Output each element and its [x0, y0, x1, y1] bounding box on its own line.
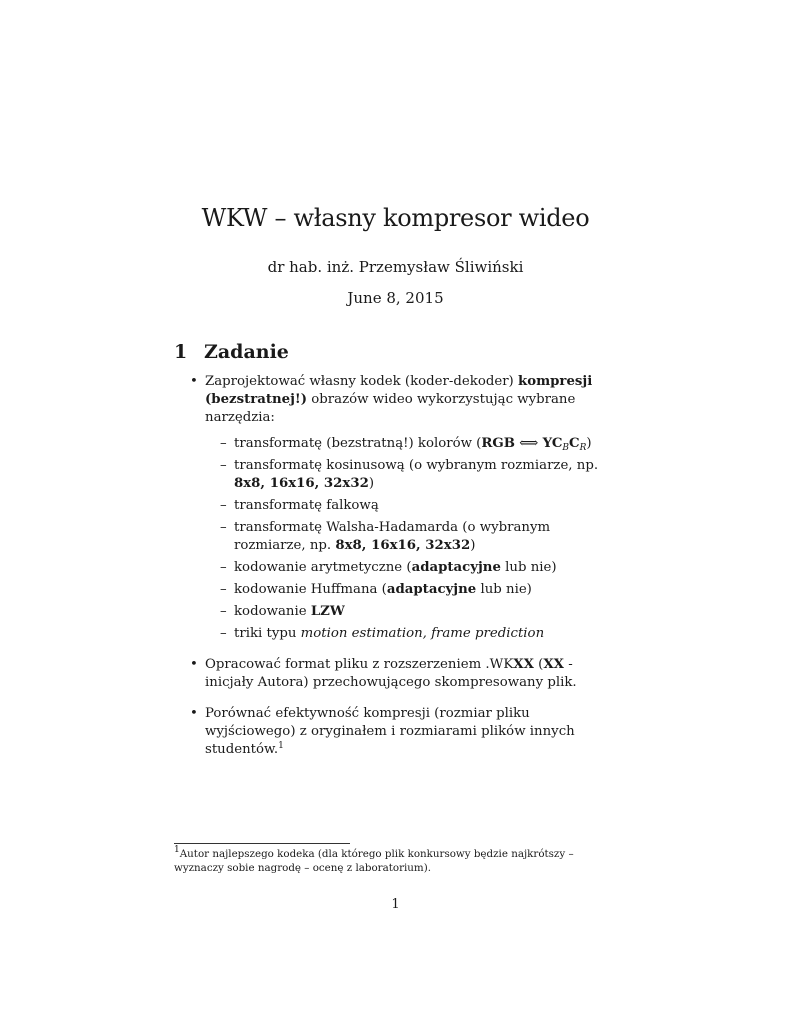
subitem-text: lub nie) — [500, 560, 557, 575]
dash-marker: – — [220, 520, 227, 535]
document-author: dr hab. inż. Przemysław Śliwiński — [267, 258, 524, 276]
subitem-bold-text: 8x8, 16x16, 32x32 — [234, 476, 369, 491]
subitem-bold-text: adaptacyjne — [386, 582, 477, 597]
sublist-item — [205, 457, 618, 493]
subscript: B — [562, 443, 570, 453]
subitem-text: transformatę kosinusową (o wybranym rozmiarze, np. — [234, 458, 599, 473]
item-text: Opracować format pliku z rozszerzeniem .WK — [205, 657, 514, 672]
footnote-reference[interactable]: 1 — [278, 741, 284, 751]
subitem-text: ) — [368, 476, 375, 491]
section-title: Zadanie — [204, 341, 289, 363]
dash-marker: – — [220, 498, 227, 513]
footnote — [174, 847, 618, 875]
dash-marker: – — [220, 582, 227, 597]
subitem-text: kodowanie — [234, 604, 311, 619]
subitem-bold-text: adaptacyjne — [411, 560, 501, 575]
subitem-bold-text: LZW — [310, 604, 345, 619]
dash-marker: – — [220, 626, 227, 641]
subitem-text: transformatę (bezstratną!) kolorów ( — [234, 436, 482, 451]
sublist-item — [205, 581, 618, 599]
item-text: Porównać efektywność kompresji (rozmiar pliku wyjściowego) z oryginałem i rozmiarami plików innych studentów. — [205, 706, 575, 757]
subitem-text: triki typu — [234, 626, 301, 641]
dash-marker: – — [220, 458, 227, 473]
section-number: 1 — [174, 341, 188, 363]
item-text: obrazów wideo wykorzystując wybrane narzędzia: — [205, 392, 576, 425]
sublist-item — [205, 497, 618, 515]
document-date: June 8, 2015 — [347, 289, 444, 307]
item-text: ( — [533, 657, 544, 672]
subitem-bold-text: 8x8, 16x16, 32x32 — [335, 538, 471, 553]
sublist-item — [205, 603, 618, 621]
page-number: 1 — [391, 897, 400, 912]
section-heading — [174, 341, 289, 363]
sublist-item — [205, 625, 618, 643]
list-item — [174, 656, 618, 692]
subitem-text: transformatę Walsha-Hadamarda (o wybranym rozmiarze, np. — [234, 520, 551, 553]
item-bold-text: XX — [543, 657, 564, 672]
subitem-italic-text: motion estimation, frame prediction — [300, 626, 545, 641]
dash-marker: – — [220, 560, 227, 575]
subscript: R — [579, 443, 587, 453]
subitem-text: ⟺ — [515, 436, 543, 451]
subitem-text: transformatę falkową — [234, 498, 379, 513]
sublist-item — [205, 519, 618, 555]
footnote-mark: 1 — [174, 845, 180, 855]
subitem-text: kodowanie Huffmana ( — [234, 582, 387, 597]
list-item — [174, 705, 618, 759]
item-text: Zaprojektować własny kodek (koder-dekoder) — [205, 374, 518, 389]
item-text: - inicjały Autora) przechowującego skompresowany plik. — [205, 657, 577, 690]
footnote-divider — [174, 843, 350, 844]
subitem-text: kodowanie arytmetyczne ( — [234, 560, 412, 575]
sublist-item — [205, 435, 618, 453]
document-title: WKW – własny kompresor wideo — [201, 204, 590, 232]
bullet-marker: • — [190, 706, 198, 721]
item-bold-text: kompresji (bezstratnej!) — [205, 374, 593, 407]
subitem-text: ) — [470, 538, 476, 553]
task-list — [174, 373, 618, 759]
bullet-marker: • — [190, 657, 198, 672]
bullet-marker: • — [190, 374, 198, 389]
subitem-bold-text: C — [569, 436, 580, 451]
subitem-text: lub nie) — [476, 582, 532, 597]
section-content — [174, 373, 618, 772]
subitem-bold-text: YC — [542, 436, 563, 451]
subitem-bold-text: RGB — [481, 436, 516, 451]
item-bold-text: XX — [513, 657, 534, 672]
dash-marker: – — [220, 436, 227, 451]
footnote-text: Autor najlepszego kodeka (dla którego plik konkursowy będzie najkrótszy – wyznaczy sobie nagrodę – ocenę z laboratorium). — [174, 848, 574, 874]
subitem-text: ) — [586, 436, 592, 451]
dash-marker: – — [220, 604, 227, 619]
list-item — [174, 373, 618, 643]
sublist-item — [205, 559, 618, 577]
tools-sublist — [205, 435, 618, 643]
